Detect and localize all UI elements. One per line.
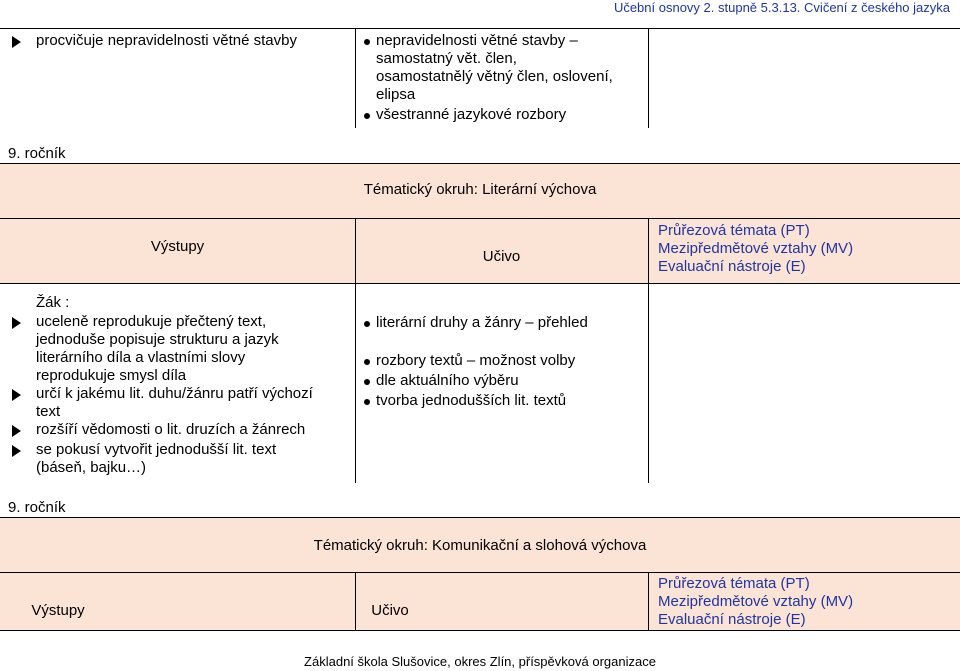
dot-bullet-icon bbox=[364, 321, 370, 327]
section1-divider-2 bbox=[648, 218, 649, 483]
col-pt-3: Evaluační nástroje (E) bbox=[658, 611, 806, 628]
section1-border-top bbox=[0, 163, 960, 164]
col-outputs: Výstupy bbox=[150, 238, 205, 255]
top-content-line: všestranné jazykové rozbory bbox=[376, 106, 567, 123]
dot-bullet-icon bbox=[364, 113, 370, 119]
top-outcome: procvičuje nepravidelnosti větné stavby bbox=[36, 32, 297, 49]
output-line: se pokusí vytvořit jednodušší lit. text bbox=[36, 441, 277, 458]
top-content-line: elipsa bbox=[376, 86, 416, 103]
section1-topic: Tématický okruh: Literární výchova bbox=[363, 181, 597, 198]
col-content: Učivo bbox=[371, 602, 409, 619]
page-footer: Základní škola Slušovice, okres Zlín, příspěvková organizace bbox=[304, 654, 656, 669]
col-pt-3: Evaluační nástroje (E) bbox=[658, 258, 806, 275]
arrow-bullet-icon bbox=[12, 425, 21, 437]
section2-topic: Tématický okruh: Komunikační a slohová výchova bbox=[313, 537, 647, 554]
output-line: literárního díla a vlastními slovy bbox=[36, 349, 246, 366]
section1-header-border bbox=[0, 283, 960, 284]
section2-border-top bbox=[0, 517, 960, 518]
section2-border-bottom bbox=[0, 630, 960, 631]
col-content: Učivo bbox=[482, 248, 521, 265]
col-pt-2: Mezipředmětové vztahy (MV) bbox=[658, 593, 854, 610]
output-line: reprodukuje smysl díla bbox=[36, 367, 187, 384]
header-left: Učební osnovy 2. stupně bbox=[613, 0, 758, 15]
arrow-bullet-icon bbox=[12, 389, 21, 401]
page-header bbox=[614, 0, 950, 16]
section2-divider-1 bbox=[355, 572, 356, 630]
col-outputs: Výstupy bbox=[31, 602, 85, 619]
output-line: jednoduše popisuje strukturu a jazyk bbox=[36, 331, 279, 348]
section2-header-fill bbox=[0, 517, 960, 630]
dot-bullet-icon bbox=[364, 399, 370, 405]
top-content-line: samostatný vět. člen, bbox=[376, 50, 517, 67]
content-line: tvorba jednodušších lit. textů bbox=[376, 392, 567, 409]
output-line: text bbox=[36, 403, 61, 420]
student-label: Žák : bbox=[36, 294, 70, 311]
dot-bullet-icon bbox=[364, 359, 370, 365]
top-table-border-top bbox=[0, 28, 960, 29]
section1-topic-border bbox=[0, 218, 960, 219]
col-pt-2: Mezipředmětové vztahy (MV) bbox=[658, 240, 854, 257]
dot-bullet-icon bbox=[364, 39, 370, 45]
output-line: uceleně reprodukuje přečtený text, bbox=[36, 313, 267, 330]
arrow-bullet-icon bbox=[12, 36, 21, 48]
arrow-bullet-icon bbox=[12, 445, 21, 457]
content-line: dle aktuálního výběru bbox=[376, 372, 519, 389]
grade-label: 9. ročník bbox=[8, 145, 66, 162]
arrow-bullet-icon bbox=[12, 317, 21, 329]
top-table-divider-1 bbox=[355, 28, 356, 128]
content-line: literární druhy a žánry – přehled bbox=[376, 314, 588, 331]
top-table-divider-2 bbox=[648, 28, 649, 128]
output-line: rozšíří vědomosti o lit. druzích a žánrech bbox=[36, 421, 306, 438]
grade-label: 9. ročník bbox=[8, 499, 66, 516]
dot-bullet-icon bbox=[364, 379, 370, 385]
section2-divider-2 bbox=[648, 572, 649, 630]
output-line: určí k jakému lit. duhu/žánru patří výchozí bbox=[36, 385, 313, 402]
top-content-line: nepravidelnosti větné stavby – bbox=[376, 32, 578, 49]
output-line: (báseň, bajku…) bbox=[36, 459, 147, 476]
section2-topic-border bbox=[0, 572, 960, 573]
col-pt-1: Průřezová témata (PT) bbox=[658, 222, 810, 239]
top-content-line: osamostatnělý větný člen, oslovení, bbox=[376, 68, 613, 85]
header-subject: Cvičení z českého jazyka bbox=[804, 0, 950, 15]
col-pt-1: Průřezová témata (PT) bbox=[658, 575, 810, 592]
content-line: rozbory textů – možnost volby bbox=[376, 352, 576, 369]
header-code: 5.3.13. bbox=[760, 0, 801, 15]
